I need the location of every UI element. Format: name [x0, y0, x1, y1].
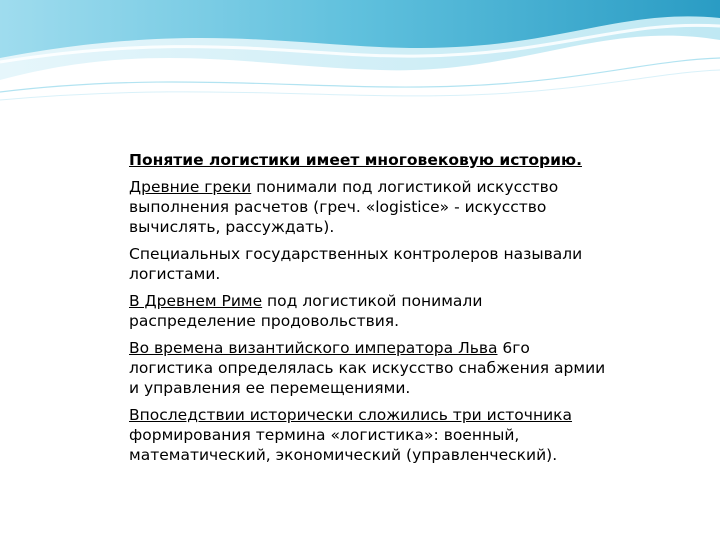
wave-thin-line-2	[0, 70, 720, 100]
paragraph-greeks-underlined: Древние греки	[129, 178, 252, 196]
paragraph-rome-text: под логистикой понимали распределение продовольствия.	[129, 292, 483, 330]
paragraph-sources	[129, 405, 609, 465]
slide-title	[129, 150, 609, 170]
header-wave-decoration	[0, 0, 720, 130]
paragraph-rome	[129, 291, 609, 331]
paragraph-byzantium	[129, 338, 609, 398]
paragraph-greeks	[129, 177, 609, 237]
paragraph-byzantium-underlined: Во времена византийского императора Льва	[129, 339, 498, 357]
paragraph-greeks-text: понимали под логистикой искусство выполнения расчетов (греч. «logistice» - искусство вычислять, рассуждать).	[129, 178, 559, 236]
paragraph-rome-underlined: В Древнем Риме	[129, 292, 263, 310]
paragraph-byzantium-text: 6го логистика определялась как искусство снабжения армии и управления ее перемещениями.	[129, 339, 606, 397]
content-block	[129, 150, 609, 472]
paragraph-sources-underlined: Впоследствии исторически сложились три источника	[129, 406, 573, 424]
paragraph-controllers-text: Специальных государственных контролеров называли логистами.	[129, 245, 583, 283]
paragraph-sources-text: формирования термина «логистика»: военный, математический, экономический (управленческий).	[129, 426, 558, 464]
slide-title-text: Понятие логистики имеет многовековую историю.	[129, 151, 582, 169]
paragraph-controllers	[129, 244, 609, 284]
